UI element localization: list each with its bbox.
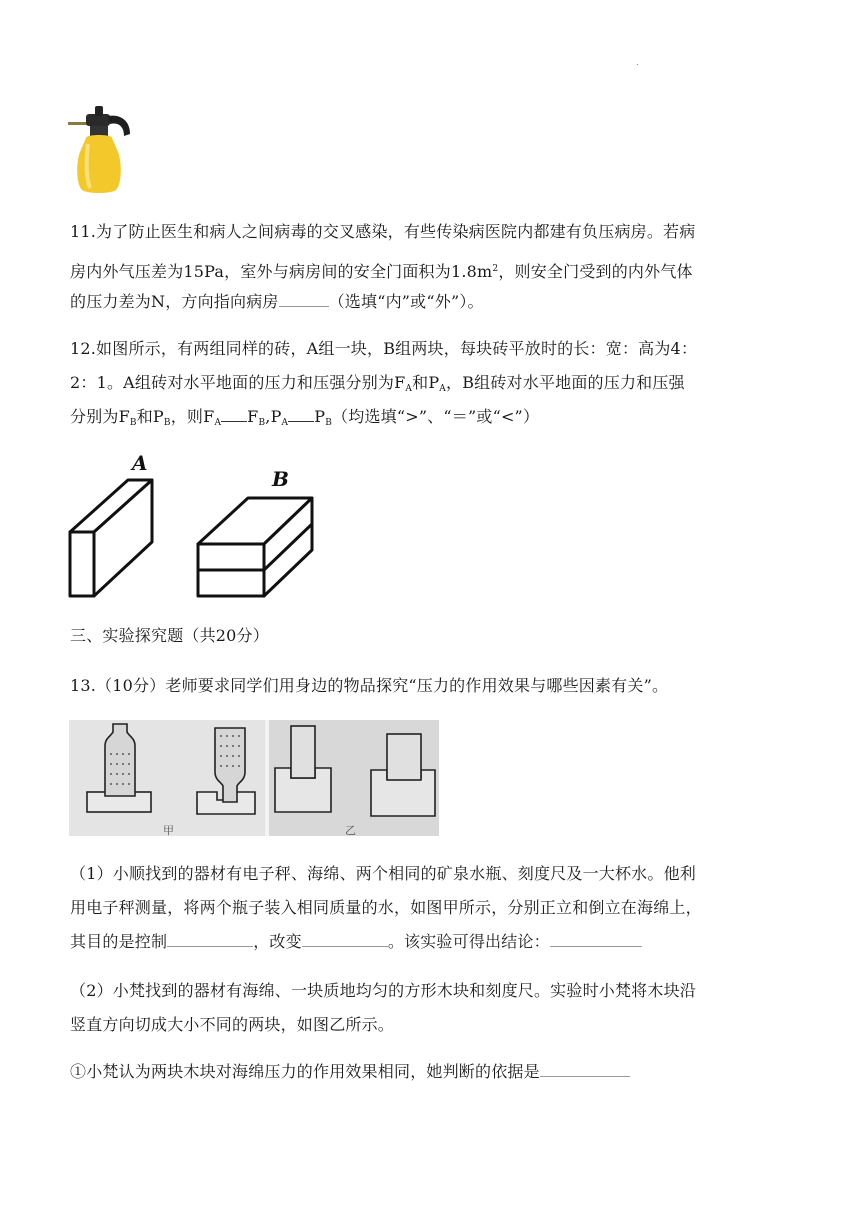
q11-line-2-tail: ，则安全门受到的内外气体 — [498, 262, 693, 281]
figure-label-jia: 甲 — [163, 824, 174, 836]
bricks-diagram — [66, 450, 326, 602]
brick-label-b: B — [272, 467, 289, 491]
page-mark: . — [636, 58, 639, 67]
subscript-a: A — [405, 384, 413, 394]
q12-line-3-text-c: ，则F — [170, 407, 215, 426]
q13-part1-line-3-text-c: 。该实验可得出结论： — [387, 932, 550, 951]
q13-intro: 13.（10分）老师要求同学们用身边的物品探究“压力的作用效果与哪些因素有关”。 — [70, 676, 669, 695]
subscript-b: B — [258, 418, 266, 428]
q13-part1-line-3 — [70, 932, 642, 952]
subscript-b: B — [163, 418, 171, 428]
q12-line-3-text-g: （均选填“>”、“＝”或“<”） — [332, 407, 540, 426]
q12-line-2 — [70, 373, 685, 399]
q13-part2-sub1 — [70, 1062, 630, 1082]
q12-line-3 — [70, 407, 539, 433]
q11-line-3-tail: （选填“内”或“外”）。 — [328, 292, 484, 311]
subscript-b: B — [325, 418, 333, 428]
q13-part2-line-2: 竖直方向切成大小不同的两块，如图乙所示。 — [70, 1015, 395, 1034]
answer-blank-control-variable[interactable] — [167, 932, 253, 947]
q11-line-2-text: 房内外气压差为15Pa，室外与病房间的安全门面积为1.8m — [70, 262, 493, 281]
q12-line-2-text-c: ，B组砖对水平地面的压力和压强 — [446, 373, 685, 392]
q12-line-2-text-b: 和P — [412, 373, 440, 392]
q13-part2-sub1-text: ①小梵认为两块木块对海绵压力的作用效果相同，她判断的依据是 — [70, 1062, 540, 1081]
q12-line-2-text-a: 2：1。A组砖对水平地面的压力和压强分别为F — [70, 373, 406, 392]
subscript-a: A — [439, 384, 446, 394]
answer-blank-judgment-basis[interactable] — [540, 1062, 630, 1077]
q11-line-3-text: 的压力差为N，方向指向病房 — [70, 292, 279, 311]
answer-blank-pressure-compare[interactable] — [288, 407, 314, 422]
answer-blank-changed-variable[interactable] — [302, 932, 388, 947]
q11-line-3 — [70, 292, 484, 312]
q11-line-2 — [70, 259, 693, 282]
q13-part1-line-3-text-b: ，改变 — [253, 932, 302, 951]
experiment-photo — [69, 720, 439, 836]
q12-line-3-text-d: F — [247, 407, 259, 426]
subscript-b: B — [129, 418, 137, 428]
q13-part1-line-1: （1）小顺找到的器材有电子秤、海绵、两个相同的矿泉水瓶、刻度尺及一大杯水。他利 — [70, 864, 696, 883]
q12-line-1: 12.如图所示，有两组同样的砖，A组一块，B组两块，每块砖平放时的长：宽：高为4： — [70, 339, 698, 358]
subscript-a: A — [281, 418, 289, 428]
experiment-drawing — [69, 720, 439, 836]
q12-line-3-text-f: P — [314, 407, 326, 426]
q13-part1-line-3-text-a: 其目的是控制 — [70, 932, 168, 951]
spray-bottle-image — [68, 104, 138, 196]
q11-line-1: 11.为了防止医生和病人之间病毒的交叉感染，有些传染病医院内都建有负压病房。若病 — [70, 222, 696, 241]
q12-line-3-text-b: 和P — [136, 407, 164, 426]
answer-blank-direction[interactable] — [279, 292, 329, 307]
answer-blank-conclusion[interactable] — [550, 932, 642, 947]
q13-part2-line-1: （2）小梵找到的器材有海绵、一块质地均匀的方形木块和刻度尺。实验时小梵将木块沿 — [70, 981, 696, 1000]
brick-label-a: A — [132, 451, 148, 475]
q12-line-3-text-a: 分别为F — [70, 407, 130, 426]
figure-label-yi: 乙 — [345, 824, 356, 836]
section-heading: 三、实验探究题（共20分） — [70, 626, 269, 645]
q12-line-3-text-e: ,P — [265, 407, 282, 426]
q13-part1-line-2: 用电子秤测量，将两个瓶子装入相同质量的水，如图甲所示，分别正立和倒立在海绵上， — [70, 898, 702, 917]
answer-blank-force-compare[interactable] — [221, 407, 247, 422]
area-unit-exponent: 2 — [492, 264, 499, 274]
subscript-a: A — [214, 418, 222, 428]
